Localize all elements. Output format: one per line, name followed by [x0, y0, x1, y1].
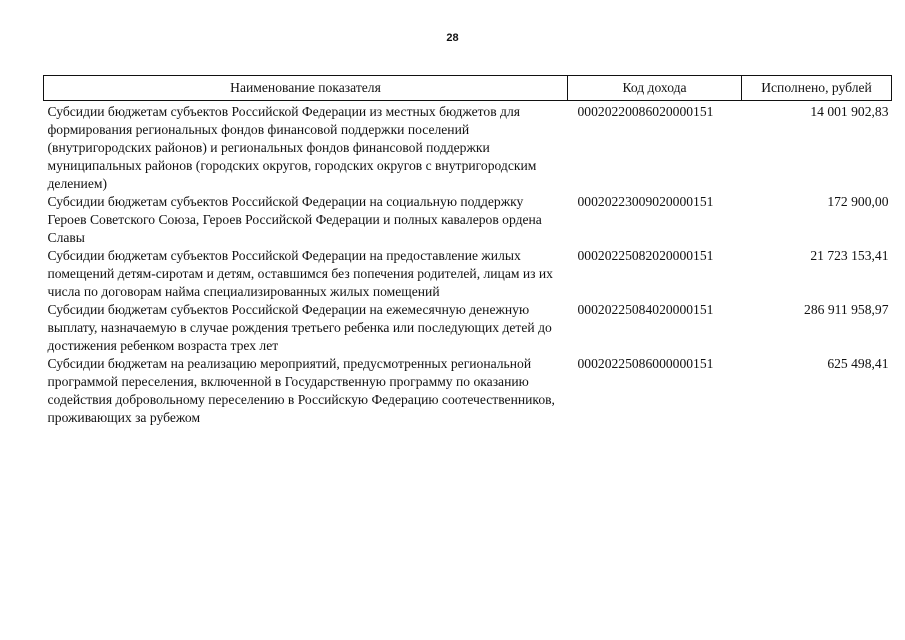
table-row	[44, 101, 892, 194]
table-row	[44, 247, 892, 301]
executed-amount: 625 498,41	[827, 356, 889, 371]
executed-amount: 14 001 902,83	[810, 104, 889, 119]
indicator-name: Субсидии бюджетам на реализацию мероприятий, предусмотренных региональной программой переселения, включенной в Государственную программу по оказанию содействия добровольному переселению в Российскую Федерацию соотечественников, проживающих за рубежом	[47, 356, 555, 425]
executed-amount: 21 723 153,41	[810, 248, 889, 263]
indicator-name: Субсидии бюджетам субъектов Российской Федерации на ежемесячную денежную выплату, назначаемую в случае рождения третьего ребенка или последующих детей до достижения ребенком возраста трех лет	[47, 302, 552, 353]
indicator-name: Субсидии бюджетам субъектов Российской Федерации на социальную поддержку Героев Советского Союза, Героев Российской Федерации и полных кавалеров ордена Славы	[47, 194, 542, 245]
table-row	[44, 193, 892, 247]
header-indicator-name: Наименование показателя	[44, 76, 568, 101]
table-row	[44, 355, 892, 427]
table-row	[44, 301, 892, 355]
header-executed-amount: Исполнено, рублей	[742, 76, 892, 101]
header-income-code: Код дохода	[568, 76, 742, 101]
executed-amount: 172 900,00	[827, 194, 889, 209]
income-code: 00020220086020000151	[577, 104, 714, 119]
page-number: 28	[446, 32, 459, 44]
income-code: 00020223009020000151	[577, 194, 714, 209]
income-code: 00020225082020000151	[577, 248, 714, 263]
indicator-name: Субсидии бюджетам субъектов Российской Федерации на предоставление жилых помещений детям-сиротам и детям, оставшимся без попечения родителей, лицам из их числа по договорам найма специализированных жилых помещений	[47, 248, 553, 299]
income-table	[43, 75, 892, 427]
executed-amount: 286 911 958,97	[804, 302, 889, 317]
income-code: 00020225084020000151	[577, 302, 714, 317]
table-header-row	[44, 76, 892, 101]
indicator-name: Субсидии бюджетам субъектов Российской Федерации из местных бюджетов для формирования региональных фондов финансовой поддержки поселений (внутригородских районов) и региональных фондов финансовой поддержки муниципальных районов (городских округов, городских округов с внутригородским делением)	[47, 104, 537, 191]
income-code: 00020225086000000151	[577, 356, 714, 371]
